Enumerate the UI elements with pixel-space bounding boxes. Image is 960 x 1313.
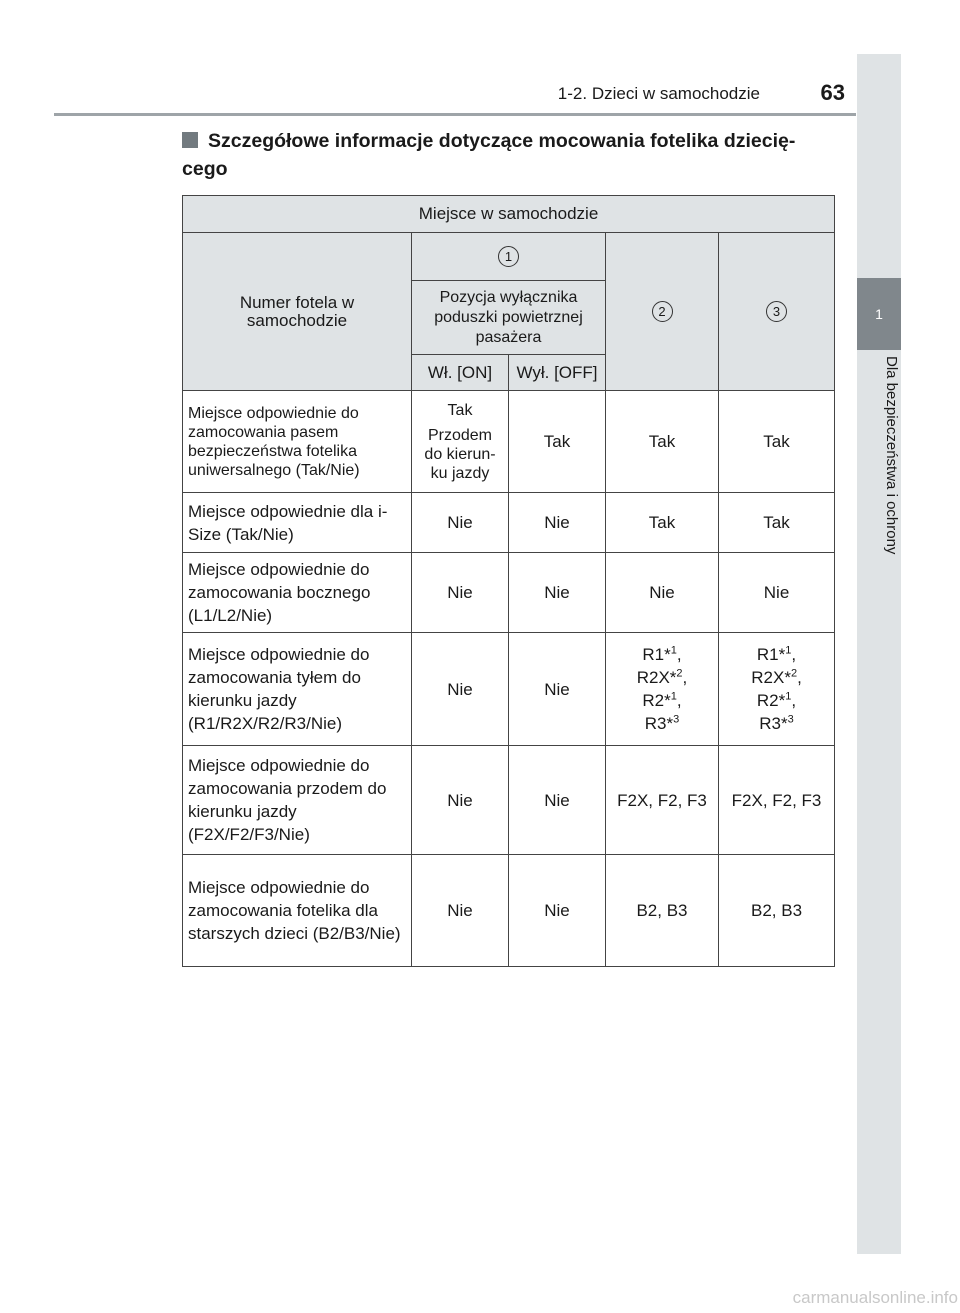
cell-seat-2: F2X, F2, F3 bbox=[606, 746, 719, 855]
cell-on: Nie bbox=[412, 746, 509, 855]
airbag-switch-header: Pozycja wyłącznika poduszki powietrznej pasażera bbox=[412, 281, 606, 355]
section-title bbox=[182, 127, 840, 183]
seat-number-1: 1 bbox=[498, 246, 519, 267]
class-code: R1*$^1$, bbox=[756, 644, 797, 664]
switch-off-header: Wył. [OFF] bbox=[509, 355, 606, 391]
cell-seat-2: B2, B3 bbox=[606, 855, 719, 967]
row-header-label: Numer fotela w samochodzie bbox=[239, 292, 355, 330]
cell-on: Nie bbox=[412, 493, 509, 553]
seat-2-header bbox=[606, 233, 719, 391]
cell-off: Nie bbox=[509, 633, 606, 746]
footnote-mark: 1 bbox=[670, 690, 677, 703]
class-code-text: R2* bbox=[756, 691, 786, 710]
row-label: Miejsce odpowiednie do zamocowania pasem bezpieczeństwa fotelika uniwersalnego (Tak/Nie) bbox=[183, 391, 412, 493]
seat-3-header bbox=[719, 233, 835, 391]
class-code: R1*$^1$, bbox=[642, 644, 682, 664]
seat-number-3: 3 bbox=[766, 301, 787, 322]
class-code-text: R1* bbox=[642, 645, 671, 664]
cell-on bbox=[412, 391, 509, 493]
square-bullet-icon bbox=[182, 132, 198, 148]
running-header: 1-2. Dzieci w samochodzie bbox=[557, 84, 760, 103]
cell-off: Nie bbox=[509, 855, 606, 967]
section-title-text: Szczegółowe informacje dotyczące mocowania fotelika dziecię-cego bbox=[182, 130, 796, 180]
row-label: Miejsce odpowiednie do zamocowania tyłem do kierunku jazdy (R1/R2X/R2/R3/Nie) bbox=[183, 633, 412, 746]
chapter-number: 1 bbox=[875, 306, 883, 322]
cell-seat-2 bbox=[606, 633, 719, 746]
footnote-mark: 2 bbox=[790, 667, 798, 680]
cell-on-value: Tak bbox=[447, 401, 473, 419]
class-code: R2X*$^2$, bbox=[636, 667, 688, 687]
class-code bbox=[611, 712, 713, 735]
switch-on-header: Wł. [ON] bbox=[412, 355, 509, 391]
cell-off: Tak bbox=[509, 391, 606, 493]
footnote-mark: 2 bbox=[676, 667, 683, 680]
cell-on: Nie bbox=[412, 553, 509, 633]
class-code-text: R1* bbox=[756, 645, 786, 664]
cell-seat-2: Tak bbox=[606, 493, 719, 553]
table-caption: Miejsce w samochodzie bbox=[183, 196, 835, 233]
class-code bbox=[724, 712, 829, 735]
cell-on: Nie bbox=[412, 855, 509, 967]
seat-number-2: 2 bbox=[652, 301, 673, 322]
class-code-text: R2* bbox=[642, 691, 671, 710]
seat-1-header bbox=[412, 233, 606, 281]
footnote-mark: 3 bbox=[673, 713, 680, 726]
chapter-tab bbox=[857, 278, 901, 350]
cell-seat-2: Nie bbox=[606, 553, 719, 633]
class-code: R2*$^1$, bbox=[642, 690, 682, 710]
row-label: Miejsce odpowiednie do zamocowania bocznego (L1/L2/Nie) bbox=[183, 553, 412, 633]
row-label: Miejsce odpowiednie do zamocowania przodem do kierunku jazdy (F2X/F2/F3/Nie) bbox=[183, 746, 412, 855]
row-header-cell bbox=[183, 233, 412, 391]
footnote-mark: 1 bbox=[785, 644, 792, 657]
header-rule bbox=[54, 113, 856, 116]
class-code: R2*$^1$, bbox=[756, 690, 797, 710]
chapter-label: Dla bezpieczeństwa i ochrony bbox=[883, 356, 900, 555]
row-label: Miejsce odpowiednie dla i-Size (Tak/Nie) bbox=[183, 493, 412, 553]
footnote-mark: 1 bbox=[670, 644, 677, 657]
page-number: 63 bbox=[820, 80, 845, 105]
cell-seat-3: F2X, F2, F3 bbox=[719, 746, 835, 855]
cell-seat-3: Tak bbox=[719, 391, 835, 493]
row-label: Miejsce odpowiednie do zamocowania fotelika dla starszych dzieci (B2/B3/Nie) bbox=[183, 855, 412, 967]
class-code-text: R3* bbox=[644, 714, 674, 733]
cell-seat-3: Tak bbox=[719, 493, 835, 553]
seat-compatibility-table bbox=[182, 195, 835, 967]
footnote-mark: 1 bbox=[785, 690, 792, 703]
cell-seat-3: Nie bbox=[719, 553, 835, 633]
class-code-text: R3* bbox=[759, 714, 788, 733]
watermark: carmanualsonline.info bbox=[792, 1288, 958, 1307]
cell-off: Nie bbox=[509, 553, 606, 633]
class-code-text: R2X* bbox=[636, 668, 677, 687]
class-code: R2X*$^2$, bbox=[751, 667, 802, 687]
cell-on: Nie bbox=[412, 633, 509, 746]
class-code-text: R2X* bbox=[751, 668, 791, 687]
cell-seat-2: Tak bbox=[606, 391, 719, 493]
cell-off: Nie bbox=[509, 746, 606, 855]
footnote-mark: 3 bbox=[787, 713, 794, 726]
side-strip bbox=[857, 54, 901, 1254]
cell-seat-3 bbox=[719, 633, 835, 746]
cell-off: Nie bbox=[509, 493, 606, 553]
cell-on-note: Przodem do kierun-ku jazdy bbox=[424, 426, 496, 482]
cell-seat-3: B2, B3 bbox=[719, 855, 835, 967]
